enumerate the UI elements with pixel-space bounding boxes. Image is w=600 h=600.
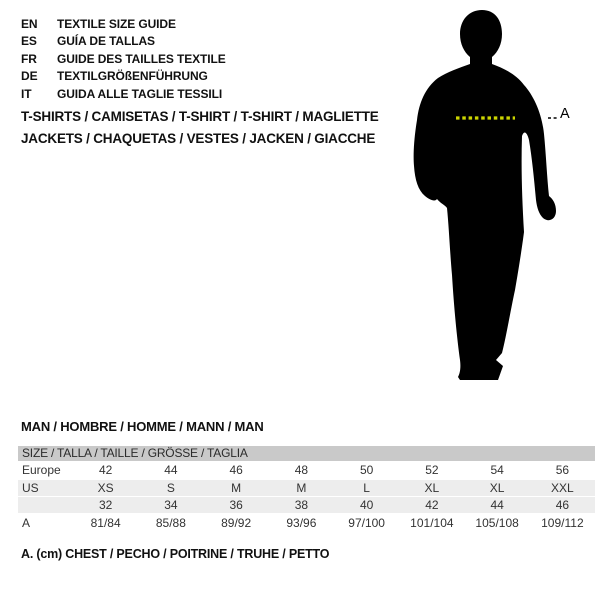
table-cell: 42 bbox=[425, 498, 439, 512]
language-code: ES bbox=[21, 34, 37, 49]
table-row-europe bbox=[18, 461, 595, 480]
table-cell: 81/84 bbox=[90, 516, 121, 530]
man-silhouette-figure bbox=[405, 8, 580, 393]
table-cell: 44 bbox=[490, 498, 504, 512]
row-label: A bbox=[22, 516, 31, 530]
table-row-chest-cm bbox=[18, 514, 595, 532]
table-cell: M bbox=[296, 481, 307, 495]
garment-categories bbox=[21, 106, 379, 150]
measure-label-a: A bbox=[560, 106, 570, 122]
table-cell: 109/112 bbox=[541, 516, 584, 530]
table-cell: XS bbox=[97, 481, 114, 495]
language-row-de bbox=[21, 68, 226, 85]
table-cell: XL bbox=[489, 481, 505, 495]
row-label: Europe bbox=[22, 463, 61, 477]
table-cell: 50 bbox=[359, 463, 374, 477]
table-cell: 52 bbox=[425, 463, 439, 477]
language-code: FR bbox=[21, 51, 37, 66]
table-row-us bbox=[18, 480, 595, 497]
table-cell: 36 bbox=[229, 498, 243, 512]
language-label: GUIDE DES TAILLES TEXTILE bbox=[57, 51, 226, 66]
language-code: EN bbox=[21, 17, 38, 31]
table-cell: M bbox=[231, 481, 242, 495]
language-label: GUIDA ALLE TAGLIE TESSILI bbox=[57, 86, 223, 101]
language-label: GUÍA DE TALLAS bbox=[57, 34, 155, 49]
table-row-us-numeric bbox=[18, 497, 595, 514]
row-label bbox=[18, 497, 73, 514]
table-cell: 34 bbox=[164, 498, 178, 512]
table-cell: 97/100 bbox=[348, 516, 385, 530]
row-label: US bbox=[22, 481, 39, 495]
table-cell: 105/108 bbox=[475, 516, 519, 530]
table-cell: S bbox=[166, 481, 175, 495]
table-cell: 46 bbox=[555, 498, 570, 512]
table-cell: 46 bbox=[229, 463, 243, 477]
table-cell: L bbox=[363, 481, 370, 495]
table-cell: 38 bbox=[294, 498, 309, 512]
category-line-jackets: JACKETS / CHAQUETAS / VESTES / JACKEN / GIACCHE bbox=[21, 131, 376, 146]
table-cell: 89/92 bbox=[221, 516, 252, 530]
table-cell: 42 bbox=[98, 463, 113, 477]
language-label: TEXTILGRÖßENFÜHRUNG bbox=[57, 69, 208, 84]
table-cell: XXL bbox=[551, 481, 574, 495]
man-silhouette bbox=[414, 10, 556, 380]
table-cell: 32 bbox=[98, 498, 113, 512]
language-code: DE bbox=[21, 69, 38, 84]
table-cell: 40 bbox=[359, 498, 374, 512]
category-line-tshirts: T-SHIRTS / CAMISETAS / T-SHIRT / T-SHIRT / MAGLIETTE bbox=[21, 109, 379, 124]
size-table bbox=[18, 446, 595, 532]
table-cell: 44 bbox=[164, 463, 178, 477]
language-list bbox=[21, 16, 226, 103]
size-table-header: SIZE / TALLA / TAILLE / GRÖSSE / TAGLIA bbox=[18, 446, 595, 461]
table-cell: 48 bbox=[294, 463, 309, 477]
language-row-es bbox=[21, 33, 226, 50]
table-cell: 85/88 bbox=[155, 516, 186, 530]
language-label: TEXTILE SIZE GUIDE bbox=[57, 17, 176, 31]
language-row-fr bbox=[21, 51, 226, 68]
table-cell: 93/96 bbox=[286, 516, 317, 530]
table-cell: 54 bbox=[490, 463, 504, 477]
table-cell: 101/104 bbox=[410, 516, 454, 530]
table-cell: XL bbox=[424, 481, 440, 495]
language-row-en bbox=[21, 16, 226, 33]
section-title: MAN / HOMBRE / HOMME / MANN / MAN bbox=[21, 419, 264, 434]
language-code: IT bbox=[21, 86, 32, 101]
language-row-it bbox=[21, 86, 226, 103]
table-cell: 56 bbox=[555, 463, 570, 477]
measure-footnote: A. (cm) CHEST / PECHO / POITRINE / TRUHE / PETTO bbox=[21, 547, 330, 561]
